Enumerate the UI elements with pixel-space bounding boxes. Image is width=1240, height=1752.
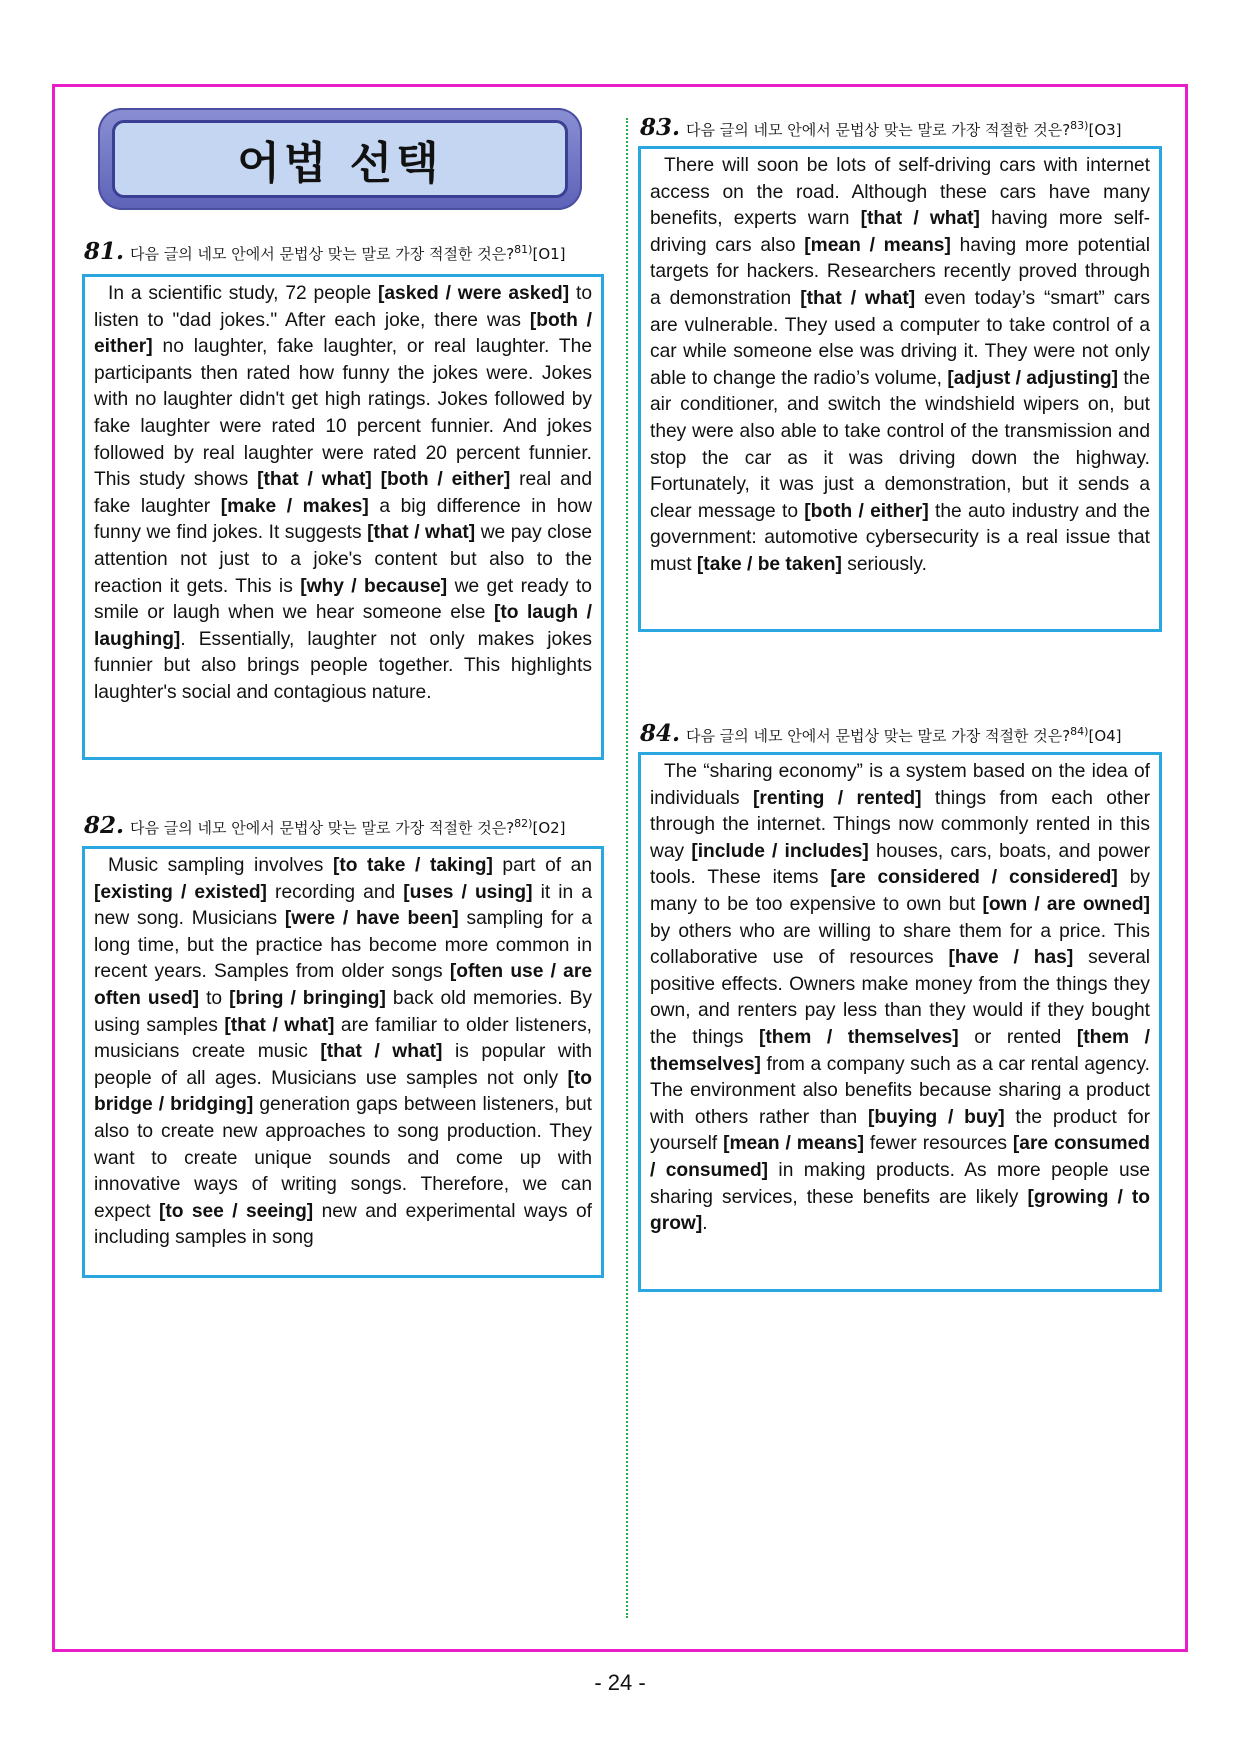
question-header-82	[84, 812, 566, 839]
passage-text: The “sharing economy” is a system based on the idea of individuals	[650, 761, 1150, 809]
passage-text	[372, 469, 381, 490]
passage-text: is popular with people of all ages. Musicians use samples not only	[94, 1041, 592, 1089]
question-number: 82.	[84, 812, 125, 839]
answer-choice: [are considered / considered]	[830, 867, 1118, 889]
passage-text: . Essentially, laughter not only makes jokes funnier but also brings people together. This highlights laughter's social and contagious nature.	[94, 628, 592, 703]
answer-choice: [uses / using]	[403, 881, 533, 903]
passage-text: in making products. As more people use sharing services, these benefits are likely	[650, 1159, 1150, 1208]
passage-text: it in a new song. Musicians	[94, 881, 593, 930]
answer-choice: [asked / were asked]	[377, 283, 570, 304]
passage-text: by many to be too expensive to own but	[650, 867, 1150, 915]
answer-choice: [that / what]	[860, 208, 980, 230]
passage-text: the auto industry and the government: automotive cybersecurity is a real issue that must	[650, 500, 1150, 575]
answer-choice: [mean / means]	[804, 234, 951, 256]
answer-choice: [both / either]	[94, 309, 592, 358]
passage-text: houses, cars, boats, and power tools. These items	[650, 840, 1151, 889]
passage-text: or rented	[958, 1026, 1077, 1048]
footnote-ref: 82)	[514, 817, 533, 830]
answer-choice: [that / what]	[257, 469, 372, 491]
passage-box-81	[82, 274, 604, 760]
passage-text: by others who are willing to share them for a price. This collaborative use of resources	[650, 920, 1150, 969]
answer-choice: [renting / rented]	[752, 787, 922, 809]
passage-text: having more potential targets for hackers. Researchers recently proved through a demonstration	[650, 234, 1150, 309]
answer-choice: [are consumed / consumed]	[650, 1133, 1150, 1181]
passage-text: recording and	[266, 881, 404, 903]
column-divider	[626, 118, 628, 1618]
passage-text: even today’s “smart” cars are vulnerable. They used a computer to take control of a car while someone else was driving it. They were not only able to change the radio’s volume,	[650, 287, 1150, 389]
question-header-84	[640, 720, 1122, 747]
passage-text: seriously.	[841, 553, 927, 575]
question-code: [O4]	[1088, 727, 1122, 745]
answer-choice: [bring / bringing]	[229, 987, 386, 1009]
passage-text: fewer resources	[863, 1133, 1013, 1155]
answer-choice: [to bridge / bridging]	[94, 1067, 592, 1116]
passage-text: part of an	[492, 855, 592, 876]
answer-choice: [that / what]	[320, 1041, 443, 1063]
question-number: 83.	[640, 114, 681, 141]
question-code: [O2]	[532, 819, 566, 837]
passage-box-84	[638, 752, 1162, 1292]
passage-box-83	[638, 146, 1162, 632]
question-number: 81.	[84, 238, 125, 265]
answer-choice: [adjust / adjusting]	[947, 367, 1118, 389]
question-header-81	[84, 238, 566, 265]
answer-choice: [were / have been]	[284, 908, 459, 930]
passage-text: generation gaps between listeners, but also to create new approaches to song production. They want to create unique sounds and come up with innovative ways of writing songs. Therefore, we can expect	[94, 1094, 592, 1222]
question-instruction: 다음 글의 네모 안에서 문법상 맞는 말로 가장 적절한 것은?	[130, 245, 515, 263]
passage-box-82	[82, 846, 604, 1278]
passage-text: sampling for a long time, but the practice has become more common in recent years. Samples from older songs	[94, 908, 592, 983]
answer-choice: [mean / means]	[723, 1133, 864, 1155]
question-header-83	[640, 114, 1122, 141]
passage-text: new and experimental ways of including samples in song	[94, 1200, 592, 1249]
section-title: 어법 선택	[237, 138, 443, 189]
passage-text: Music sampling involves	[108, 855, 333, 876]
answer-choice: [that / what]	[367, 522, 476, 544]
question-instruction: 다음 글의 네모 안에서 문법상 맞는 말로 가장 적절한 것은?	[130, 819, 515, 837]
passage-text: having more self-driving cars also	[650, 208, 1150, 256]
question-code: [O3]	[1088, 121, 1122, 139]
answer-choice: [them / themselves]	[759, 1026, 959, 1048]
answer-choice: [to see / seeing]	[158, 1200, 314, 1222]
passage-text: real and fake laughter	[94, 469, 592, 517]
section-banner-inner	[112, 120, 568, 198]
passage-text: There will soon be lots of self-driving cars with internet access on the road. Although these cars have many benefits, experts warn	[650, 155, 1150, 230]
answer-choice: [take / be taken]	[696, 553, 842, 575]
question-code: [O1]	[532, 245, 566, 263]
answer-choice: [that / what]	[224, 1014, 335, 1036]
answer-choice: [to laugh / laughing]	[94, 602, 592, 650]
passage-text: no laughter, fake laughter, or real laughter. The participants then rated how funny the jokes were. Jokes with no laughter didn't get high ratings. Jokes followed by fake laughter were rated 10 percent funnier. And jokes followed by real laughter were rated 20 percent funnier. This study shows	[94, 336, 592, 491]
passage-text: .	[702, 1213, 708, 1235]
passage-text: things from each other through the internet. Things now commonly rented in this way	[650, 787, 1150, 862]
passage-text: from a company such as a car rental agency. The environment also benefits because sharing a product with others rather than	[650, 1053, 1150, 1128]
section-banner	[98, 108, 582, 210]
passage-text: to	[199, 987, 230, 1009]
passage-text: a big difference in how funny we find jokes. It suggests	[94, 495, 592, 544]
passage-text: back old memories. By using samples	[94, 987, 592, 1036]
answer-choice: [make / makes]	[220, 495, 369, 517]
answer-choice: [include / includes]	[691, 840, 869, 862]
answer-choice: [to take / taking]	[332, 855, 493, 876]
answer-choice: [existing / existed]	[94, 881, 267, 903]
passage-text: In a scientific study, 72 people	[108, 283, 378, 304]
passage-text: to listen to "dad jokes." After each joke, there was	[94, 283, 592, 331]
answer-choice: [both / either]	[380, 469, 511, 491]
footnote-ref: 81)	[514, 243, 533, 256]
passage-text: are familiar to older listeners, musicians create music	[94, 1014, 592, 1063]
footnote-ref: 83)	[1070, 119, 1089, 132]
footnote-ref: 84)	[1070, 725, 1089, 738]
passage-text: several positive effects. Owners make money from the things they own, and renters pay less than they would if they bought the things	[650, 947, 1151, 1048]
answer-choice: [that / what]	[800, 287, 916, 309]
answer-choice: [often use / are often used]	[94, 961, 592, 1009]
answer-choice: [both / either]	[804, 500, 929, 522]
passage-text: we pay close attention not just to a joke's content but also to the reaction it gets. This is	[94, 522, 592, 597]
answer-choice: [buying / buy]	[867, 1106, 1005, 1128]
answer-choice: [growing / to grow]	[650, 1186, 1150, 1235]
passage-text: the product for yourself	[650, 1106, 1150, 1155]
answer-choice: [own / are owned]	[982, 893, 1150, 915]
question-instruction: 다음 글의 네모 안에서 문법상 맞는 말로 가장 적절한 것은?	[686, 727, 1071, 745]
question-number: 84.	[640, 720, 681, 747]
passage-text: the air conditioner, and switch the windshield wipers on, but they were also able to take control of the transmission and stop the car as it was driving down the highway. Fortunately, it was just a demonstration, but it sends a clear message to	[650, 367, 1150, 522]
question-instruction: 다음 글의 네모 안에서 문법상 맞는 말로 가장 적절한 것은?	[686, 121, 1071, 139]
answer-choice: [why / because]	[300, 575, 448, 597]
answer-choice: [them / themselves]	[650, 1026, 1150, 1075]
passage-text: we get ready to smile or laugh when we hear someone else	[94, 575, 592, 624]
answer-choice: [have / has]	[948, 947, 1074, 969]
page-number: - 24 -	[594, 1670, 646, 1695]
